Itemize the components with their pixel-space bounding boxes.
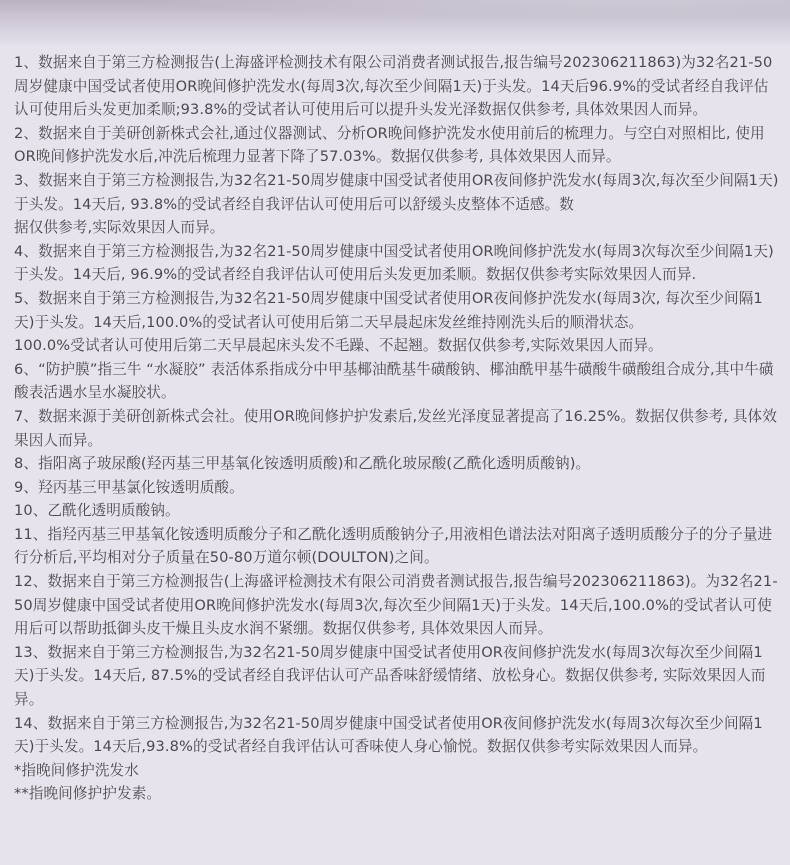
footnote-double-asterisk: **指晚间修护护发素。 — [14, 785, 162, 803]
footnote-3: 3、数据来自于第三方检测报告,为32名21-50周岁健康中国受试者使用OR夜间修护洗发水(每周3次,每次至少间隔1天)于头发。14天后, 93.8%的受试者经自我评估认可使用后可以舒缓头皮整体不适感。数 据仅供参考,实际效果因人而异。 — [14, 171, 779, 237]
footnote-4: 4、数据来自于第三方检测报告,为32名21-50周岁健康中国受试者使用OR晚间修护洗发水(每周3次每次至少间隔1天)于头发。14天后, 96.9%的受试者经自我评估认可使用后头发更加柔顺。数据仅供参考实际效果因人而异. — [14, 242, 774, 284]
footnote-9: 9、羟丙基三甲基氯化铵透明质酸。 — [14, 478, 244, 496]
footnote-2: 2、数据来自于美研创新株式会社,通过仪器测试、分析OR晚间修护洗发水使用前后的梳理力。与空白对照相比, 使用OR晚间修护洗发水后,冲洗后梳理力显著下降了57.03%。数据仅供参考, 具体效果因人而异。 — [14, 124, 765, 166]
footnote-12: 12、数据来自于第三方检测报告(上海盛评检测技术有限公司消费者测试报告,报告编号202306211863)。为32名21-50周岁健康中国受试者使用OR晚间修护洗发水(每周3次,每次至少间隔1天)于头发。14天后,100.0%的受试者认可使用后可以帮助抵御头皮干燥且头皮水润不紧绷。数据仅供参考, 具体效果因人而异。 — [14, 573, 778, 638]
footnote-5-continued: 100.0%受试者认可使用后第二天早晨起床头发不毛躁、不起翘。数据仅供参考,实际效果因人而异。 — [14, 337, 663, 355]
footnote-1: 1、数据来自于第三方检测报告(上海盛评检测技术有限公司消费者测试报告,报告编号202306211863)为32名21-50周岁健康中国受试者使用OR晚间修护洗发水(每周3次,每次至少间隔1天)于头发。14天后96.9%的受试者经自我评估认可使用后头发更加柔顺;93.8%的受试者认可使用后可以提升头发光泽数据仅供参考, 具体效果因人而异。 — [14, 54, 773, 119]
footnote-13: 13、数据来自于第三方检测报告,为32名21-50周岁健康中国受试者使用OR夜间修护洗发水(每周3次每次至少间隔1天)于头发。14天后, 87.5%的受试者经自我评估认可产品香味舒缓情绪、放松身心。数据仅供参考, 实际效果因人而异。 — [14, 643, 766, 709]
footnotes-list — [14, 51, 779, 806]
footnote-single-asterisk: *指晚间修护洗发水 — [14, 761, 139, 779]
footnote-14: 14、数据来自于第三方检测报告,为32名21-50周岁健康中国受试者使用OR夜间修护洗发水(每周3次每次至少间隔1天)于头发。14天后,93.8%的受试者经自我评估认可香味使人身心愉悦。数据仅供参考实际效果因人而异。 — [14, 714, 763, 756]
footnote-5: 5、数据来自于第三方检测报告,为32名21-50周岁健康中国受试者使用OR夜间修护洗发水(每周3次, 每次至少间隔1天)于头发。14天后,100.0%的受试者认可使用后第二天早晨起床发丝维持刚洗头后的顺滑状态。 — [14, 289, 763, 331]
footnote-8: 8、指阳离子玻尿酸(羟丙基三甲基氧化铵透明质酸)和乙酰化玻尿酸(乙酰化透明质酸钠)。 — [14, 455, 591, 473]
footnote-6: 6、“防护膜”指三牛 “水凝胶” 表活体系指成分中甲基椰油酰基牛磺酸钠、椰油酰甲基牛磺酸牛磺酸组合成分,其中牛磺酸表活遇水呈水凝胶状。 — [14, 360, 774, 402]
footnote-7: 7、数据来源于美研创新株式会社。使用OR晚间修护护发素后,发丝光泽度显著提高了16.25%。数据仅供参考, 具体效果因人而异。 — [14, 407, 777, 449]
footnote-10: 10、乙酰化透明质酸钠。 — [14, 502, 180, 520]
footnote-11: 11、指羟丙基三甲基氧化铵透明质酸分子和乙酰化透明质酸钠分子,用液相色谱法法对阳离子透明质酸分子的分子量进行分析后,平均相对分子质量在50-80万道尔顿(DOULTON)之间。 — [14, 525, 773, 567]
decorative-header-band — [0, 0, 790, 46]
